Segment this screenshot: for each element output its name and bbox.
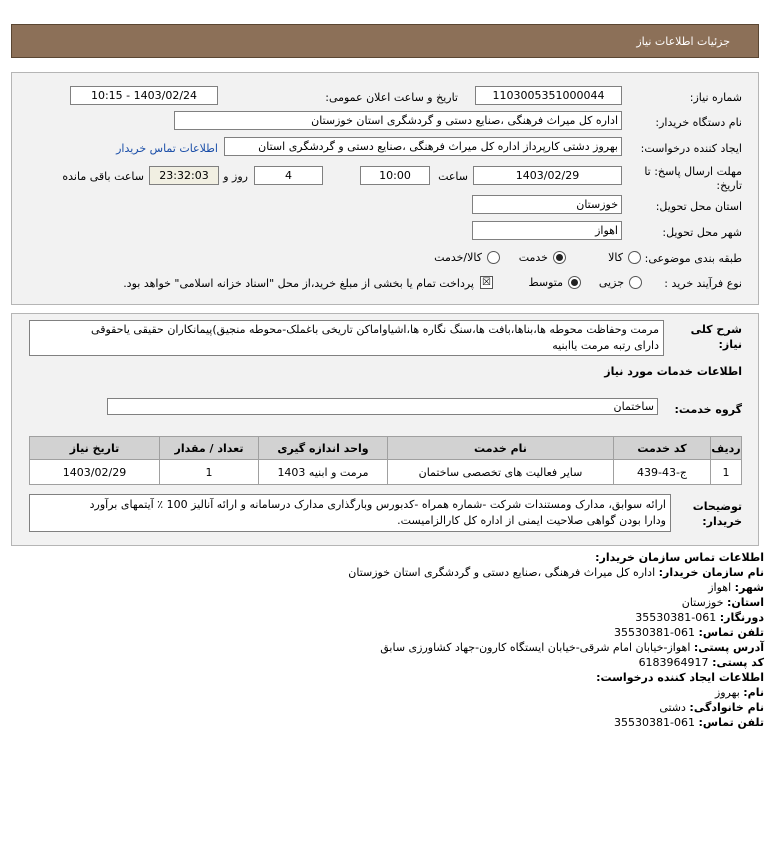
buyer-contact-link[interactable]: اطلاعات تماس خریدار <box>116 142 218 155</box>
category-radio-goods[interactable] <box>628 251 641 264</box>
category-label: طبقه بندی موضوعی: <box>644 252 742 265</box>
buyer-phone-label: تلفن تماس: <box>698 626 764 639</box>
deadline-time-field[interactable]: 10:00 <box>360 166 430 185</box>
window-header <box>11 24 759 58</box>
buyer-fax-label: دورنگار: <box>719 611 764 624</box>
creator-family-value: دشتی <box>659 701 686 714</box>
cell-qty: 1 <box>160 460 259 485</box>
buyer-contact-title: اطلاعات تماس سازمان خریدار: <box>595 551 764 564</box>
creator-phone-label: تلفن تماس: <box>698 716 764 729</box>
deadline-label-2: تاریخ: <box>716 179 742 192</box>
buyer-postal-row <box>639 656 764 669</box>
summary-text-line-2: دارای رتبه مرمت یاابنیه <box>552 339 659 352</box>
creator-family-label: نام خانوادگی: <box>689 701 764 714</box>
buyer-city-row <box>708 581 764 594</box>
buyer-postal-value: 6183964917 <box>638 656 709 669</box>
buyer-org-field[interactable]: اداره کل میراث فرهنگی ،صنایع دستی و گردشگری استان خوزستان <box>174 111 622 130</box>
cell-name: سایر فعالیت های تخصصی ساختمان <box>388 460 614 485</box>
province-field[interactable]: خوزستان <box>472 195 622 214</box>
cell-date: 1403/02/29 <box>30 460 160 485</box>
process-label: نوع فرآیند خرید : <box>664 277 742 290</box>
notes-line-2: ودارا بودن گواهی صلاحیت ایمنی از اداره کل کارالزامیست. <box>397 514 666 527</box>
creator-name-label: نام: <box>743 686 764 699</box>
deadline-time-label: ساعت <box>438 170 468 183</box>
col-header-name: نام خدمت <box>388 437 614 460</box>
notes-line-1: ارائه سوابق، مدارک ومستندات شرکت -شماره همراه -کدبورس وبارگذاری مدارک درسامانه و ارائه آنالیز 100 ٪ آیتمهای برآورد <box>89 498 666 511</box>
buyer-address-label: آدرس پستی: <box>693 641 764 654</box>
category-radio-service[interactable] <box>553 251 566 264</box>
process-option-medium: متوسط <box>528 276 563 289</box>
creator-phone-row <box>614 716 764 729</box>
buyer-org-label: نام دستگاه خریدار: <box>655 116 742 129</box>
services-title: اطلاعات خدمات مورد نیاز <box>604 365 742 378</box>
buyer-org-info-value: اداره کل میراث فرهنگی ،صنایع دستی و گردشگری استان خوزستان <box>348 566 656 579</box>
creator-family-row <box>659 701 764 714</box>
buyer-province-label: استان: <box>727 596 764 609</box>
buyer-org-info-label: نام سازمان خریدار: <box>658 566 764 579</box>
creator-name-row <box>715 686 764 699</box>
buyer-phone-value: 061-35530381 <box>614 626 696 639</box>
window-title: جزئیات اطلاعات نیاز <box>636 35 730 48</box>
cell-unit: مرمت و ابنیه 1403 <box>259 460 388 485</box>
service-group-label: گروه خدمت: <box>674 403 742 416</box>
category-option-goods: کالا <box>608 251 623 264</box>
announce-field[interactable]: 1403/02/24 - 10:15 <box>70 86 218 105</box>
summary-label: شرح کلی نیاز: <box>690 323 742 351</box>
payment-note: پرداخت تمام یا بخشی از مبلغ خرید،از محل "اسناد خزانه اسلامی" خواهد بود. <box>123 277 474 290</box>
deadline-date-field[interactable]: 1403/02/29 <box>473 166 622 185</box>
province-label: استان محل تحویل: <box>655 200 742 213</box>
services-table-header <box>30 437 742 460</box>
remaining-time-field: 23:32:03 <box>149 166 219 185</box>
col-header-row: ردیف <box>711 437 742 460</box>
buyer-city-value: اهواز <box>708 581 732 594</box>
buyer-city-label: شهر: <box>734 581 764 594</box>
city-field[interactable]: اهواز <box>472 221 622 240</box>
creator-name-value: بهروز <box>714 686 740 699</box>
buyer-postal-label: کد پستی: <box>712 656 764 669</box>
category-option-goods-service: کالا/خدمت <box>434 251 482 264</box>
need-details-panel <box>11 72 759 305</box>
buyer-fax-value: 061-35530381 <box>635 611 717 624</box>
col-header-qty: تعداد / مقدار <box>160 437 259 460</box>
need-number-label: شماره نیاز: <box>689 91 742 104</box>
cell-code: ج-43-439 <box>614 460 711 485</box>
buyer-province-value: خوزستان <box>681 596 724 609</box>
col-header-unit: واحد اندازه گیری <box>259 437 388 460</box>
table-row[interactable] <box>30 460 742 485</box>
days-label: روز و <box>223 170 248 183</box>
col-header-date: تاریخ نیاز <box>30 437 160 460</box>
process-radio-minor[interactable] <box>629 276 642 289</box>
buyer-address-row <box>380 641 764 654</box>
days-field[interactable]: 4 <box>254 166 323 185</box>
buyer-fax-row <box>635 611 764 624</box>
creator-phone-value: 061-35530381 <box>614 716 696 729</box>
service-group-field[interactable]: ساختمان <box>107 398 658 415</box>
summary-text-line-1: مرمت وحفاظت محوطه ها،بناها،بافت ها،سنگ نگاره ها،اشیاواماکن تاریخی باغملک-محوطه منجیق)پیمانکاران حقیقی یاحقوقی <box>91 323 659 336</box>
notes-label-2: خریدار: <box>702 515 742 528</box>
services-table <box>29 436 742 485</box>
deadline-label-1: مهلت ارسال پاسخ: تا <box>644 165 742 178</box>
buyer-phone-row <box>614 626 764 639</box>
city-label: شهر محل تحویل: <box>662 226 742 239</box>
remaining-label: ساعت باقی مانده <box>62 170 144 183</box>
col-header-code: کد خدمت <box>614 437 711 460</box>
payment-checkbox[interactable]: ☒ <box>480 276 493 289</box>
summary-text-box <box>29 320 664 356</box>
creator-contact-title: اطلاعات ایجاد کننده درخواست: <box>596 671 764 684</box>
buyer-province-row <box>682 596 764 609</box>
buyer-org-row <box>348 566 764 579</box>
notes-text-box <box>29 494 671 532</box>
category-option-service: خدمت <box>518 251 548 264</box>
cell-row: 1 <box>711 460 742 485</box>
process-radio-medium[interactable] <box>568 276 581 289</box>
announce-label: تاریخ و ساعت اعلان عمومی: <box>325 91 458 104</box>
need-number-field[interactable]: 1103005351000044 <box>475 86 622 105</box>
creator-field[interactable]: بهروز دشتی کارپرداز اداره کل میراث فرهنگی ،صنایع دستی و گردشگری استان <box>224 137 622 156</box>
creator-label: ایجاد کننده درخواست: <box>640 142 742 155</box>
buyer-address-value: اهواز-خیابان امام شرقی-خیابان ایستگاه کارون-جهاد کشاورزی سابق <box>380 641 691 654</box>
category-radio-goods-service[interactable] <box>487 251 500 264</box>
process-option-minor: جزیی <box>598 276 624 289</box>
notes-label-1: توضیحات <box>692 500 742 513</box>
